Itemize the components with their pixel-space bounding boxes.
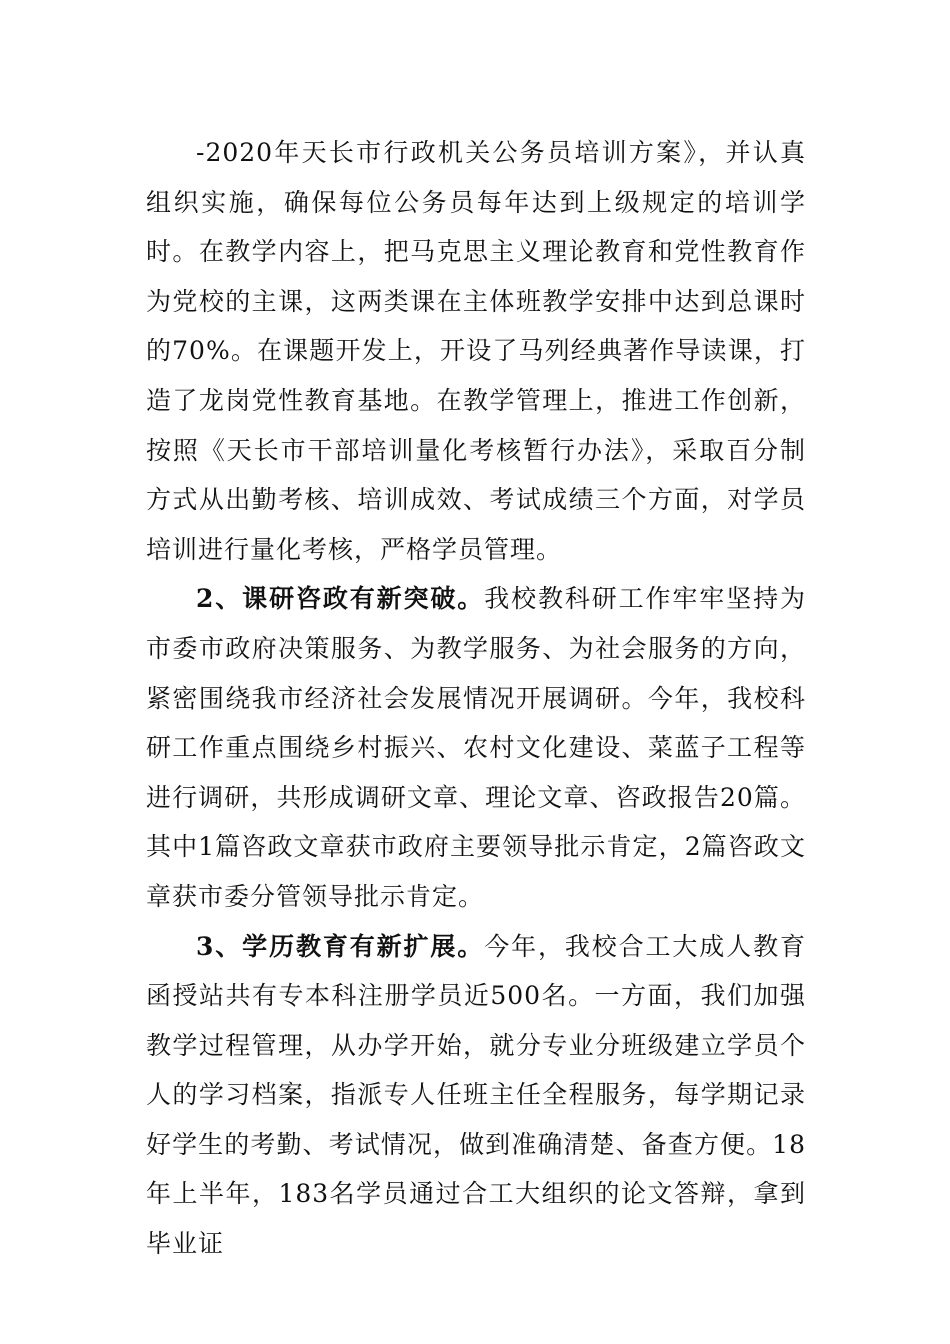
paragraph-1-body: -2020年天长市行政机关公务员培训方案》，并认真组织实施，确保每位公务员每年达到上级规定的培训学时。在教学内容上，把马克思主义理论教育和党性教育作为党校的主课，这两类课在主体班教学安排中达到总课时的70%。在课题开发上，开设了马列经典著作导读课，打造了龙岗党性教育基地。在教学管理上，推进工作创新，按照《天长市干部培训量化考核暂行办法》，采取百分制方式从出勤考核、培训成效、考试成绩三个方面，对学员培训进行量化考核，严格学员管理。 [146, 138, 806, 564]
paragraph-3-body: 今年，我校合工大成人教育函授站共有专本科注册学员近500名。一方面，我们加强教学过程管理，从办学开始，就分专业分班级建立学员个人的学习档案，指派专人任班主任全程服务，每学期记录好学生的考勤、考试情况，做到准确清楚、备查方便。18年上半年，183名学员通过合工大组织的论文答辩，拿到毕业证 [146, 931, 806, 1259]
paragraph-1 [146, 128, 806, 574]
paragraph-2-heading: 2、课研咨政有新突破。 [196, 584, 485, 614]
document-body [146, 128, 806, 1269]
paragraph-2 [146, 574, 806, 921]
paragraph-3-heading: 3、学历教育有新扩展。 [196, 931, 485, 961]
paragraph-2-body: 我校教科研工作牢牢坚持为市委市政府决策服务、为教学服务、为社会服务的方向，紧密围绕我市经济社会发展情况开展调研。今年，我校科研工作重点围绕乡村振兴、农村文化建设、菜蓝子工程等进行调研，共形成调研文章、理论文章、咨政报告20篇。其中1篇咨政文章获市政府主要领导批示肯定，2篇咨政文章获市委分管领导批示肯定。 [146, 584, 806, 911]
paragraph-3 [146, 922, 806, 1269]
